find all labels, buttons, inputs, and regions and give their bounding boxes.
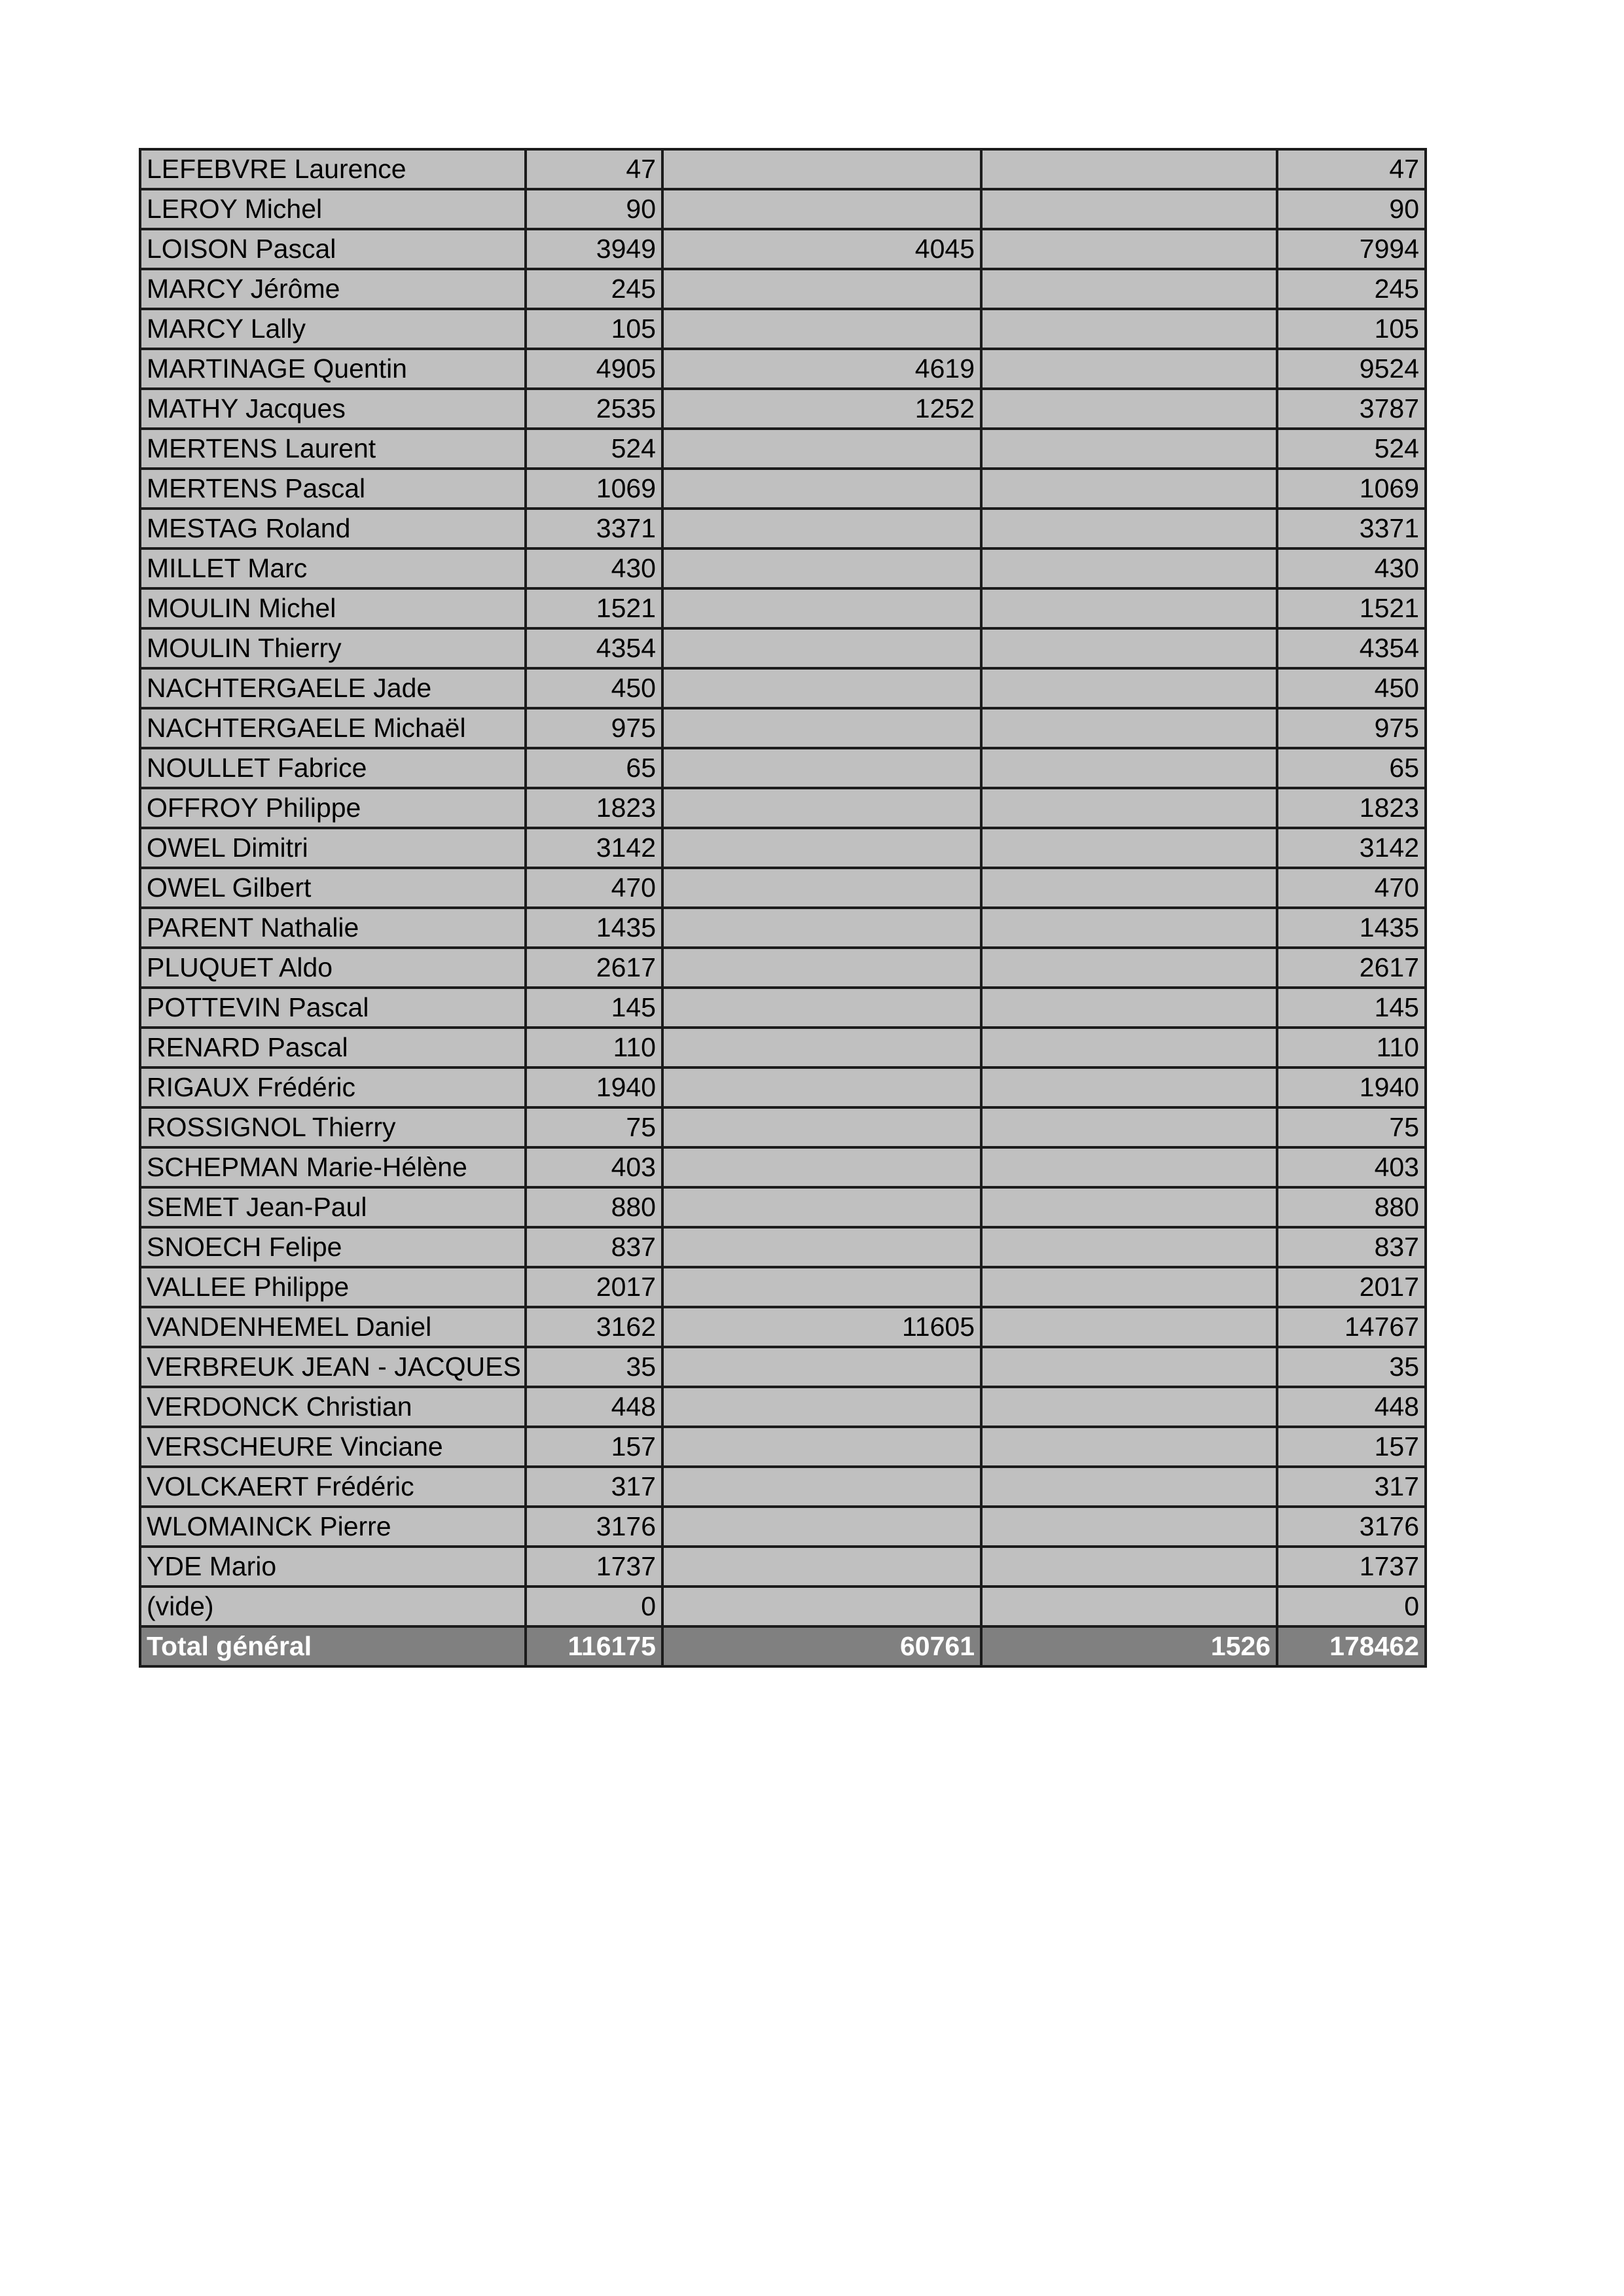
row-col-a: 403 (526, 1147, 662, 1187)
row-col-a: 837 (526, 1227, 662, 1267)
row-col-c (981, 1387, 1277, 1427)
row-col-b (662, 1187, 981, 1227)
row-total: 975 (1277, 708, 1426, 748)
row-total: 2617 (1277, 948, 1426, 988)
row-total: 105 (1277, 309, 1426, 349)
row-col-a: 0 (526, 1587, 662, 1626)
row-col-a: 1435 (526, 908, 662, 948)
row-total: 4354 (1277, 628, 1426, 668)
row-col-c (981, 1187, 1277, 1227)
row-col-b: 1252 (662, 389, 981, 429)
row-col-b: 4045 (662, 229, 981, 269)
row-col-a: 1940 (526, 1067, 662, 1107)
grand-total-col-c: 1526 (981, 1626, 1277, 1666)
row-col-c (981, 788, 1277, 828)
row-name: MESTAG Roland (140, 509, 526, 548)
row-col-c (981, 1347, 1277, 1387)
table-row (140, 708, 1426, 748)
row-col-b (662, 948, 981, 988)
row-col-a: 47 (526, 149, 662, 189)
row-name: MERTENS Laurent (140, 429, 526, 469)
table-row (140, 1467, 1426, 1507)
row-col-c (981, 1507, 1277, 1547)
row-total: 524 (1277, 429, 1426, 469)
row-col-a: 524 (526, 429, 662, 469)
row-col-a: 2017 (526, 1267, 662, 1307)
row-total: 90 (1277, 189, 1426, 229)
row-name: MILLET Marc (140, 548, 526, 588)
row-name: VERSCHEURE Vinciane (140, 1427, 526, 1467)
row-col-c (981, 1067, 1277, 1107)
table-row (140, 1347, 1426, 1387)
row-name: (vide) (140, 1587, 526, 1626)
row-col-c (981, 269, 1277, 309)
row-total: 1823 (1277, 788, 1426, 828)
row-name: NACHTERGAELE Michaël (140, 708, 526, 748)
row-col-b (662, 1587, 981, 1626)
row-col-b (662, 1427, 981, 1467)
row-total: 430 (1277, 548, 1426, 588)
row-col-c (981, 748, 1277, 788)
row-col-a: 105 (526, 309, 662, 349)
row-col-b (662, 1107, 981, 1147)
row-col-a: 4905 (526, 349, 662, 389)
row-col-c (981, 1107, 1277, 1147)
row-name: LEFEBVRE Laurence (140, 149, 526, 189)
row-name: LEROY Michel (140, 189, 526, 229)
table-body (140, 149, 1426, 1626)
row-name: OFFROY Philippe (140, 788, 526, 828)
row-name: POTTEVIN Pascal (140, 988, 526, 1028)
table-row (140, 668, 1426, 708)
row-col-a: 2617 (526, 948, 662, 988)
row-col-b (662, 1067, 981, 1107)
row-col-b (662, 748, 981, 788)
row-col-c (981, 1028, 1277, 1067)
row-col-c (981, 868, 1277, 908)
row-total: 1435 (1277, 908, 1426, 948)
row-name: MOULIN Thierry (140, 628, 526, 668)
row-total: 157 (1277, 1427, 1426, 1467)
row-col-a: 90 (526, 189, 662, 229)
row-col-b (662, 588, 981, 628)
row-name: NACHTERGAELE Jade (140, 668, 526, 708)
row-col-a: 430 (526, 548, 662, 588)
row-col-b (662, 149, 981, 189)
row-col-c (981, 229, 1277, 269)
table-row (140, 1227, 1426, 1267)
row-col-a: 75 (526, 1107, 662, 1147)
grand-total-sum: 178462 (1277, 1626, 1426, 1666)
row-col-c (981, 1147, 1277, 1187)
row-col-a: 145 (526, 988, 662, 1028)
row-col-b (662, 269, 981, 309)
row-total: 145 (1277, 988, 1426, 1028)
row-total: 245 (1277, 269, 1426, 309)
table-row (140, 469, 1426, 509)
row-col-b (662, 509, 981, 548)
row-col-a: 1823 (526, 788, 662, 828)
row-col-b (662, 1347, 981, 1387)
row-total: 470 (1277, 868, 1426, 908)
row-col-c (981, 469, 1277, 509)
row-col-a: 975 (526, 708, 662, 748)
row-name: MOULIN Michel (140, 588, 526, 628)
row-total: 9524 (1277, 349, 1426, 389)
row-col-b (662, 1387, 981, 1427)
row-col-b (662, 628, 981, 668)
row-name: MATHY Jacques (140, 389, 526, 429)
row-col-a: 317 (526, 1467, 662, 1507)
row-name: OWEL Gilbert (140, 868, 526, 908)
row-col-c (981, 429, 1277, 469)
table-row (140, 1187, 1426, 1227)
row-col-a: 470 (526, 868, 662, 908)
row-col-c (981, 1227, 1277, 1267)
row-col-c (981, 1307, 1277, 1347)
row-col-a: 4354 (526, 628, 662, 668)
row-name: MARTINAGE Quentin (140, 349, 526, 389)
row-col-a: 110 (526, 1028, 662, 1067)
row-col-b (662, 868, 981, 908)
row-col-c (981, 988, 1277, 1028)
table-row (140, 509, 1426, 548)
row-total: 1940 (1277, 1067, 1426, 1107)
table-row (140, 349, 1426, 389)
row-name: VOLCKAERT Frédéric (140, 1467, 526, 1507)
row-col-c (981, 708, 1277, 748)
row-col-c (981, 1587, 1277, 1626)
table-row (140, 189, 1426, 229)
row-col-b (662, 1147, 981, 1187)
row-total: 3142 (1277, 828, 1426, 868)
row-total: 0 (1277, 1587, 1426, 1626)
row-name: LOISON Pascal (140, 229, 526, 269)
table-row (140, 748, 1426, 788)
row-total: 3176 (1277, 1507, 1426, 1547)
row-col-a: 1069 (526, 469, 662, 509)
row-col-a: 157 (526, 1427, 662, 1467)
row-total: 837 (1277, 1227, 1426, 1267)
row-name: YDE Mario (140, 1547, 526, 1587)
row-col-a: 245 (526, 269, 662, 309)
row-col-a: 3949 (526, 229, 662, 269)
row-name: SEMET Jean-Paul (140, 1187, 526, 1227)
row-total: 7994 (1277, 229, 1426, 269)
table-row (140, 1107, 1426, 1147)
table-row (140, 1307, 1426, 1347)
row-name: PLUQUET Aldo (140, 948, 526, 988)
row-col-c (981, 189, 1277, 229)
row-col-b (662, 429, 981, 469)
row-name: MARCY Jérôme (140, 269, 526, 309)
table-row (140, 1067, 1426, 1107)
row-col-b (662, 469, 981, 509)
row-name: VANDENHEMEL Daniel (140, 1307, 526, 1347)
pivot-table (139, 148, 1427, 1668)
row-col-b (662, 309, 981, 349)
row-col-a: 35 (526, 1347, 662, 1387)
table-row (140, 269, 1426, 309)
row-col-b (662, 908, 981, 948)
row-total: 2017 (1277, 1267, 1426, 1307)
table-row (140, 1587, 1426, 1626)
table-row (140, 628, 1426, 668)
row-name: VALLEE Philippe (140, 1267, 526, 1307)
row-name: VERDONCK Christian (140, 1387, 526, 1427)
row-col-b (662, 189, 981, 229)
table-row (140, 1547, 1426, 1587)
table-row (140, 1147, 1426, 1187)
grand-total-col-b: 60761 (662, 1626, 981, 1666)
row-col-c (981, 628, 1277, 668)
row-name: OWEL Dimitri (140, 828, 526, 868)
row-name: MERTENS Pascal (140, 469, 526, 509)
table-row (140, 1267, 1426, 1307)
table-row (140, 908, 1426, 948)
table-row (140, 1427, 1426, 1467)
grand-total-col-a: 116175 (526, 1626, 662, 1666)
table-row (140, 988, 1426, 1028)
row-total: 1521 (1277, 588, 1426, 628)
row-col-c (981, 948, 1277, 988)
row-col-a: 880 (526, 1187, 662, 1227)
row-col-b (662, 548, 981, 588)
row-total: 1069 (1277, 469, 1426, 509)
row-col-b (662, 1267, 981, 1307)
row-col-a: 3162 (526, 1307, 662, 1347)
row-name: SNOECH Felipe (140, 1227, 526, 1267)
row-name: WLOMAINCK Pierre (140, 1507, 526, 1547)
row-col-b (662, 828, 981, 868)
table-row (140, 548, 1426, 588)
row-col-b (662, 788, 981, 828)
row-name: NOULLET Fabrice (140, 748, 526, 788)
row-total: 880 (1277, 1187, 1426, 1227)
row-col-c (981, 548, 1277, 588)
row-col-b (662, 1227, 981, 1267)
row-col-a: 3142 (526, 828, 662, 868)
row-name: PARENT Nathalie (140, 908, 526, 948)
row-name: ROSSIGNOL Thierry (140, 1107, 526, 1147)
row-col-c (981, 1467, 1277, 1507)
row-name: RENARD Pascal (140, 1028, 526, 1067)
row-col-c (981, 828, 1277, 868)
row-col-c (981, 588, 1277, 628)
row-total: 403 (1277, 1147, 1426, 1187)
row-col-c (981, 908, 1277, 948)
row-col-b: 11605 (662, 1307, 981, 1347)
row-total: 35 (1277, 1347, 1426, 1387)
table-row (140, 868, 1426, 908)
row-total: 450 (1277, 668, 1426, 708)
row-col-a: 3176 (526, 1507, 662, 1547)
grand-total-row (140, 1626, 1426, 1666)
row-total: 448 (1277, 1387, 1426, 1427)
row-total: 65 (1277, 748, 1426, 788)
table-row (140, 1028, 1426, 1067)
row-col-b (662, 1467, 981, 1507)
row-col-b (662, 1547, 981, 1587)
row-name: RIGAUX Frédéric (140, 1067, 526, 1107)
row-col-c (981, 509, 1277, 548)
row-col-b (662, 1028, 981, 1067)
grand-total-label: Total général (140, 1626, 526, 1666)
table-row (140, 229, 1426, 269)
row-col-c (981, 309, 1277, 349)
row-col-a: 1737 (526, 1547, 662, 1587)
row-total: 3371 (1277, 509, 1426, 548)
row-name: VERBREUK JEAN - JACQUES (140, 1347, 526, 1387)
row-name: MARCY Lally (140, 309, 526, 349)
row-col-b (662, 708, 981, 748)
table-row (140, 1387, 1426, 1427)
table-row (140, 1507, 1426, 1547)
row-col-a: 3371 (526, 509, 662, 548)
row-col-a: 448 (526, 1387, 662, 1427)
table-row (140, 389, 1426, 429)
row-col-b (662, 668, 981, 708)
table-row (140, 588, 1426, 628)
row-col-c (981, 389, 1277, 429)
table-row (140, 828, 1426, 868)
row-col-b (662, 988, 981, 1028)
row-col-a: 2535 (526, 389, 662, 429)
row-col-c (981, 1547, 1277, 1587)
row-total: 14767 (1277, 1307, 1426, 1347)
row-col-a: 65 (526, 748, 662, 788)
row-col-b (662, 1507, 981, 1547)
row-total: 3787 (1277, 389, 1426, 429)
row-col-a: 1521 (526, 588, 662, 628)
row-col-a: 450 (526, 668, 662, 708)
table-row (140, 788, 1426, 828)
row-total: 47 (1277, 149, 1426, 189)
row-col-c (981, 1427, 1277, 1467)
table-row (140, 948, 1426, 988)
row-col-c (981, 149, 1277, 189)
table-row (140, 429, 1426, 469)
table-row (140, 309, 1426, 349)
row-total: 317 (1277, 1467, 1426, 1507)
row-col-b: 4619 (662, 349, 981, 389)
row-col-c (981, 349, 1277, 389)
table-row (140, 149, 1426, 189)
row-name: SCHEPMAN Marie-Hélène (140, 1147, 526, 1187)
row-total: 110 (1277, 1028, 1426, 1067)
row-total: 1737 (1277, 1547, 1426, 1587)
row-col-c (981, 668, 1277, 708)
row-total: 75 (1277, 1107, 1426, 1147)
row-col-c (981, 1267, 1277, 1307)
